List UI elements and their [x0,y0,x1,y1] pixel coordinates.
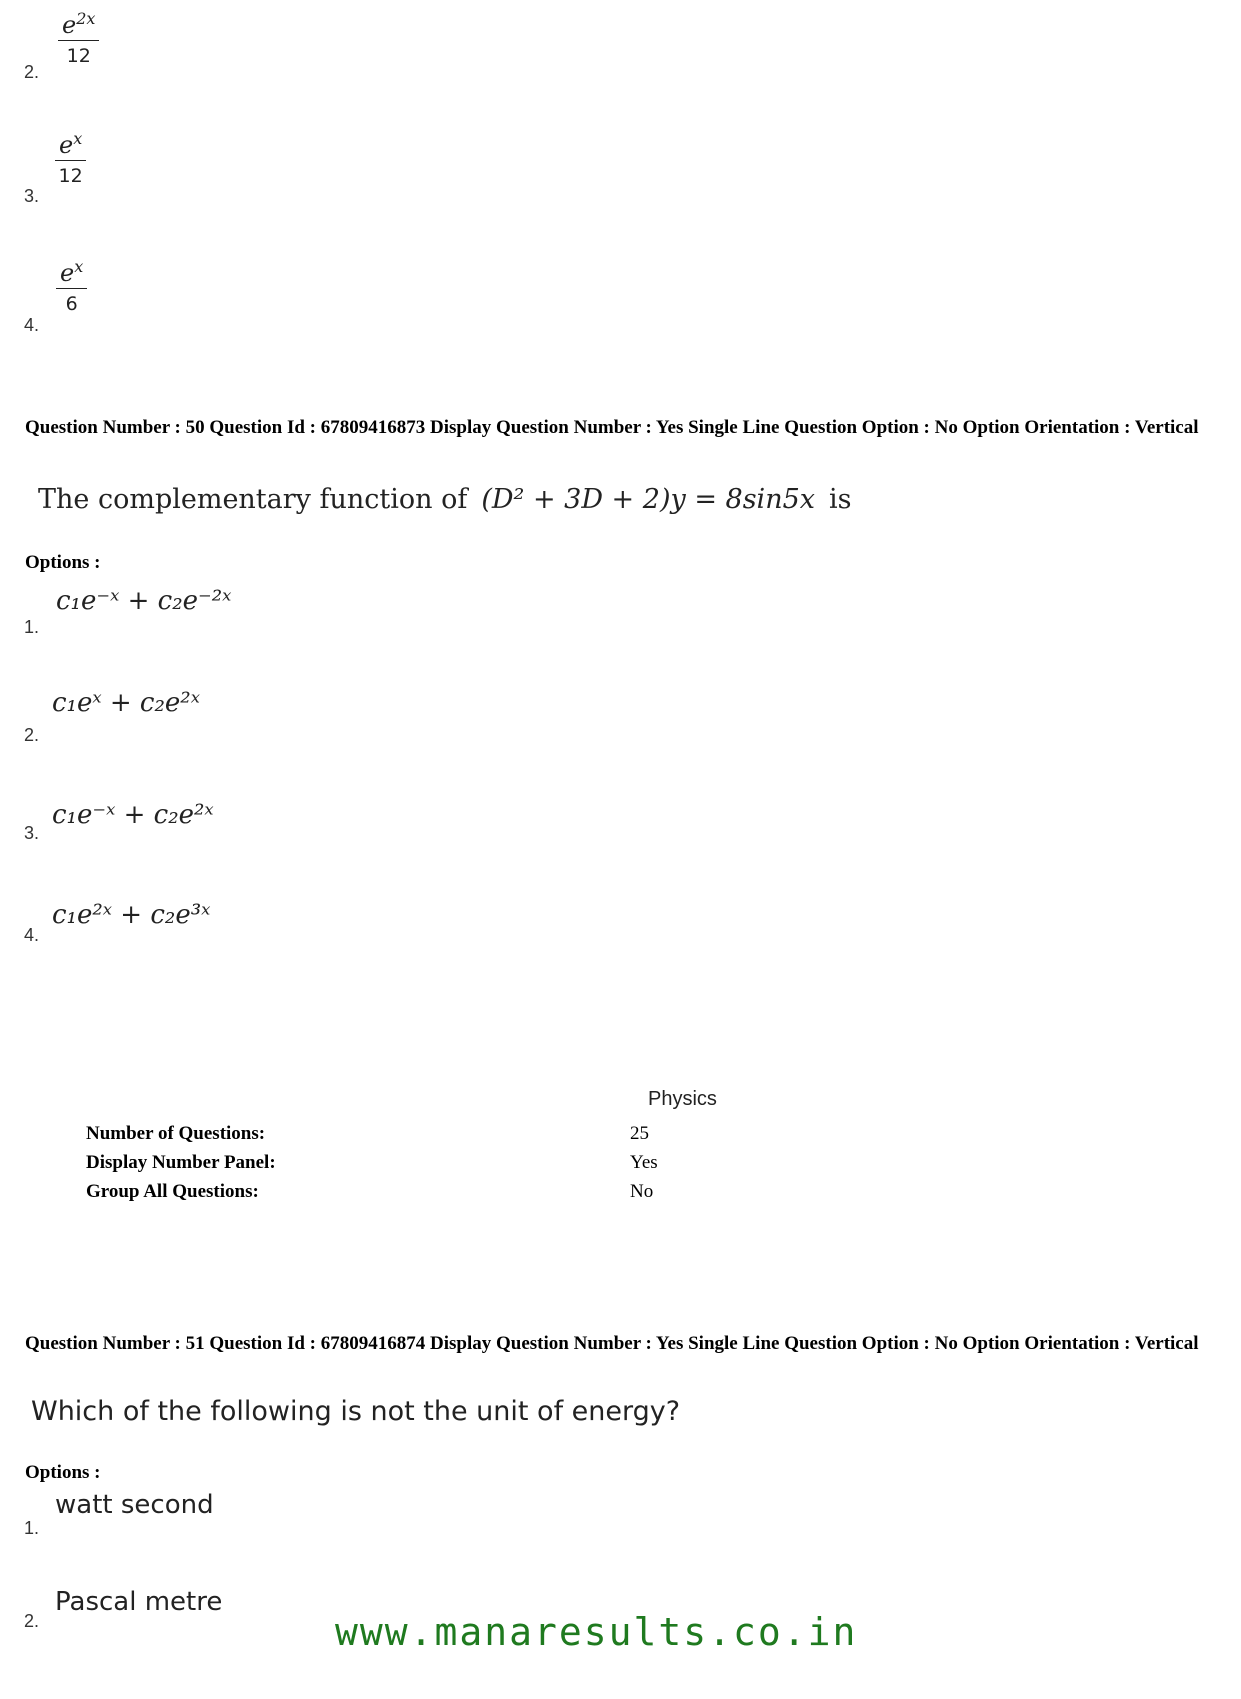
section-value-number-of-questions: 25 [630,1123,649,1144]
q50-option-2-number: 2. [24,725,40,745]
section-value-group-all-questions: No [630,1181,654,1202]
q50-text-prefix: The complementary function of [38,484,468,515]
q50-option-2-math: c₁eˣ + c₂e²ˣ [52,688,200,718]
section-title: Physics [648,1088,717,1110]
q50-option-4-number: 4. [24,925,40,945]
q50-option-1-number: 1. [24,617,40,637]
q50-option-3-math: c₁e⁻ˣ + c₂e²ˣ [52,800,214,830]
q50-options-label: Options : [25,552,101,573]
q51-options-label: Options : [25,1462,101,1483]
q50-meta: Question Number : 50 Question Id : 67809416873 Display Question Number : Yes Single Line Question Option : No Option Orientation : Vertical [25,417,1199,438]
q51-question-text: Which of the following is not the unit of energy? [31,1396,681,1427]
q50-text-suffix: is [828,484,852,515]
section-label-group-all-questions: Group All Questions: [86,1181,259,1202]
q51-meta: Question Number : 51 Question Id : 67809416874 Display Question Number : Yes Single Line Question Option : No Option Orientation : Vertical [25,1333,1199,1354]
q50-option-3-number: 3. [24,823,40,843]
q49-option-3-math: $\frac{e^x}{12}$ [55,124,86,191]
q49-option-4-math: $\frac{e^x}{6}$ [56,252,87,319]
q50-question-text [38,484,851,515]
q49-option-2-math: $\frac{e^{2x}}{12}$ [58,4,99,71]
q50-equation: (D² + 3D + 2)y = 8sin5x [481,484,815,515]
watermark-url: www.manaresults.co.in [335,1610,858,1654]
q50-option-4-math: c₁e²ˣ + c₂e³ˣ [52,900,211,930]
q51-option-2-number: 2. [24,1611,40,1631]
q49-option-2-number: 2. [24,62,40,82]
section-value-display-number-panel: Yes [630,1152,658,1173]
q51-option-2-text: Pascal metre [55,1587,223,1617]
q49-option-4-number: 4. [24,315,40,335]
q49-option-3-number: 3. [24,186,40,206]
q50-option-1-math: c₁e⁻ˣ + c₂e⁻²ˣ [56,586,232,616]
q51-option-1-text: watt second [55,1490,214,1520]
q51-option-1-number: 1. [24,1518,40,1538]
section-label-number-of-questions: Number of Questions: [86,1123,266,1144]
section-label-display-number-panel: Display Number Panel: [86,1152,276,1173]
